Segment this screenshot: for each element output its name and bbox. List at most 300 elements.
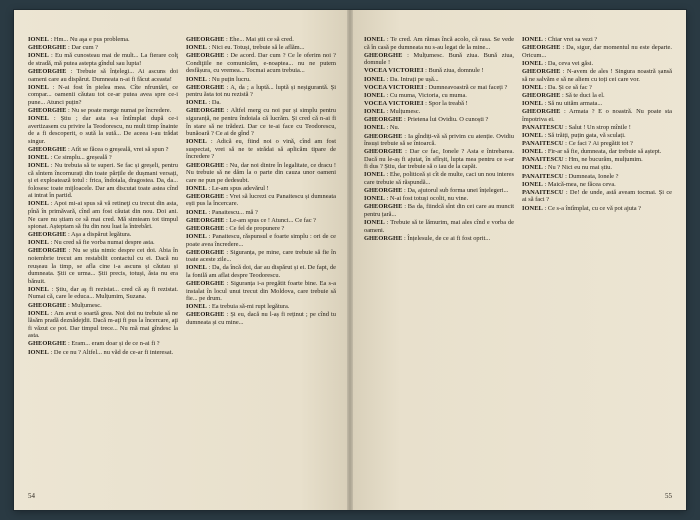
- speaker-name: GHEORGHE: [364, 51, 403, 59]
- dialogue-text: Da, da încă doi, dar au dispărut și ei. De fapt, de la fonilă am aflat despre Teodorescu.: [186, 264, 336, 279]
- dialogue-text: Spor la treabă !: [428, 99, 468, 107]
- dialogue-line: [28, 44, 178, 52]
- speaker-separator: :: [402, 51, 414, 59]
- speaker-separator: :: [206, 303, 212, 311]
- speaker-name: IONEL: [186, 184, 207, 192]
- speaker-separator: :: [48, 115, 61, 123]
- speaker-separator: :: [542, 83, 548, 91]
- dialogue-line: [28, 146, 178, 154]
- dialogue-line: [28, 84, 178, 107]
- dialogue-line: [28, 162, 178, 200]
- dialogue-line: [186, 107, 336, 137]
- speaker-separator: :: [66, 44, 72, 52]
- dialogue-line: [522, 84, 672, 92]
- speaker-separator: :: [66, 340, 72, 348]
- dialogue-text: Nu se știa nimic despre cei doi. Abia în noiembrie trecut am restabilit contactul cu ei. Dacă nu reușeau la timp, se afla cine i-a ascuns și căutau și dumneata. Știi ce urma... Știi precis, totuși, ăsta nu era bănuit.: [28, 247, 178, 285]
- speaker-name: GHEORGHE: [364, 116, 403, 124]
- dialogue-text: Apoi mi-ai spus să vă retineţi cu trecut din asta, pînă în primăvară, cînd am fost căutat din nou. Doi ani. Ne care nu știam ce să mai cred. Mă simteam tot timpul spionat. Așteptam să fiu din nou luat la întrebări.: [28, 200, 178, 231]
- speaker-separator: :: [563, 156, 569, 164]
- text-column-3: [364, 36, 514, 488]
- speaker-name: IONEL: [364, 219, 385, 227]
- speaker-name: GHEORGHE: [364, 148, 403, 156]
- dialogue-line: [522, 189, 672, 204]
- dialogue-line: [28, 340, 178, 348]
- dialogue-text: Da, ceva vei găsi.: [547, 59, 594, 67]
- dialogue-line: [186, 193, 336, 208]
- speaker-separator: :: [560, 91, 566, 99]
- speaker-separator: :: [206, 184, 212, 192]
- dialogue-line: [28, 36, 178, 44]
- speaker-separator: :: [48, 83, 59, 91]
- dialogue-text: Cu muma, Victoria, cu muma.: [389, 91, 467, 99]
- speaker-separator: :: [206, 99, 212, 107]
- speaker-separator: :: [48, 153, 54, 161]
- speaker-separator: :: [224, 280, 231, 288]
- speaker-name: IONEL: [28, 83, 49, 91]
- speaker-separator: :: [542, 99, 548, 107]
- speaker-name: IONEL: [186, 232, 207, 240]
- speaker-name: IONEL: [28, 348, 49, 356]
- speaker-separator: :: [224, 216, 230, 224]
- dialogue-text: Eu mă cunosteau mai de mult... La fierare colţ de stradă, mă putea astepta gîndul sau lupta!: [28, 52, 178, 67]
- speaker-separator: :: [563, 188, 570, 196]
- dialogue-line: [522, 92, 672, 100]
- speaker-separator: :: [206, 138, 217, 146]
- dialogue-line: [364, 100, 514, 108]
- speaker-separator: :: [542, 131, 548, 139]
- speaker-name: GHEORGHE: [364, 187, 403, 195]
- speaker-separator: :: [224, 107, 231, 115]
- speaker-name: GHEORGHE: [186, 216, 225, 224]
- dialogue-line: [364, 84, 514, 92]
- dialogue-text: De ce nu ? Altfel... nu văd de ce-ar fi interesat.: [53, 348, 174, 356]
- speaker-separator: :: [423, 83, 429, 91]
- speaker-name: IONEL: [364, 171, 385, 179]
- dialogue-line: [186, 84, 336, 99]
- speaker-name: IONEL: [28, 162, 49, 170]
- speaker-name: GHEORGHE: [28, 67, 67, 75]
- speaker-separator: :: [542, 59, 548, 67]
- dialogue-line: [364, 67, 514, 75]
- speaker-separator: :: [402, 132, 408, 140]
- dialogue-line: [522, 68, 672, 83]
- dialogue-line: [522, 148, 672, 156]
- speaker-name: GHEORGHE: [28, 301, 67, 309]
- speaker-separator: :: [66, 231, 72, 239]
- dialogue-line: [364, 219, 514, 234]
- dialogue-line: [364, 108, 514, 116]
- dialogue-text: Vrei să lucrezi cu Panaitescu și dumneata ești pus la încercare.: [186, 192, 336, 208]
- dialogue-line: [364, 92, 514, 100]
- speaker-separator: :: [206, 208, 212, 216]
- dialogue-text: Trebuie să te lămurim, mai ales cînd e vorba de oameni.: [364, 219, 514, 234]
- speaker-name: PANAITESCU: [522, 156, 564, 164]
- dialogue-line: [186, 99, 336, 107]
- speaker-name: IONEL: [28, 115, 49, 123]
- speaker-separator: :: [48, 285, 56, 293]
- speaker-separator: :: [66, 145, 72, 153]
- dialogue-text: Ea trebuia să-mi rupt legătura.: [211, 303, 290, 311]
- dialogue-line: [186, 52, 336, 75]
- speaker-name: IONEL: [28, 52, 49, 60]
- speaker-name: IONEL: [364, 108, 385, 116]
- speaker-separator: :: [384, 36, 391, 43]
- dialogue-text: Știu ; dar asta s-a întîmplat după ce-i avertizasem cu privire la Teodorescu, nu mult timp înainte de a fi descoperit, o sută la sută... De aceea i-au trădat singur.: [28, 115, 178, 145]
- dialogue-text: Nu ? Nici eu nu mai știu.: [547, 164, 612, 172]
- dialogue-text: De acord. Dar cum ? Ce le oferim noi ? Condiţiile ne comunicăm, e-noaptea... nu ne putem desfășura, cu vremea... Tocmai acum trebuia...: [186, 52, 336, 75]
- dialogue-text: Ce simplu... greșeală ?: [53, 153, 112, 161]
- speaker-name: GHEORGHE: [186, 83, 225, 91]
- dialogue-line: [522, 132, 672, 140]
- book-spread: [14, 10, 686, 510]
- dialogue-line: [28, 239, 178, 247]
- dialogue-text: Le-am spus adevărul !: [211, 184, 269, 192]
- dialogue-text: Nu.: [389, 124, 400, 132]
- dialogue-text: Nu se poate merge numai pe încredere.: [71, 106, 172, 114]
- speaker-name: VOCEA VICTORIEI: [364, 99, 424, 107]
- speaker-separator: :: [563, 140, 569, 148]
- speaker-name: GHEORGHE: [186, 248, 225, 256]
- speaker-name: IONEL: [364, 36, 385, 43]
- speaker-name: GHEORGHE: [186, 161, 225, 169]
- speaker-name: VOCEA VICTORIEI: [364, 83, 424, 91]
- dialogue-line: [186, 162, 336, 185]
- dialogue-text: Altfel merg cu noi pur și simplu pentru siguranță, ne pentru îndoiala că lucrăm. Și cred că n-ai fi în stare să ne trădezi. Dar ce te-ai face cu Teodorescu, bunăoară ? Ce ai de gînd ?: [186, 107, 336, 138]
- speaker-separator: :: [423, 67, 429, 75]
- speaker-name: GHEORGHE: [28, 247, 67, 255]
- speaker-name: GHEORGHE: [522, 91, 561, 99]
- dialogue-line: [28, 68, 178, 83]
- dialogue-line: [28, 286, 178, 301]
- speaker-name: GHEORGHE: [364, 132, 403, 140]
- text-column-4: [522, 36, 672, 488]
- speaker-separator: :: [384, 124, 390, 132]
- speaker-name: IONEL: [186, 75, 207, 83]
- speaker-separator: :: [384, 108, 390, 116]
- dialogue-line: [186, 249, 336, 264]
- dialogue-text: Atît se făcea o greșeală, vrei să spun ?: [71, 145, 169, 153]
- dialogue-line: [364, 36, 514, 51]
- dialogue-line: [28, 302, 178, 310]
- dialogue-line: [28, 107, 178, 115]
- dialogue-text: Ce fel de propunere ?: [229, 224, 285, 232]
- dialogue-text: N-avem de ales ! Singura noastră șansă să ne salvăm e să ne aliem cu toți cei care vor.: [522, 67, 672, 83]
- dialogue-text: Am avut o soartă grea. Noi doi nu trebuie să ne lăsăm pradă deznădejdii. Dacă m-aţi fi pus la încercare, aţi fi văzut ce pot. Dar timpul trece... Nu mă mai gîndesc la asta.: [28, 309, 178, 340]
- speaker-name: GHEORGHE: [28, 231, 67, 239]
- speaker-name: IONEL: [186, 303, 207, 311]
- dialogue-line: [522, 60, 672, 68]
- dialogue-text: Dumneata, Ionele ?: [568, 172, 619, 180]
- dialogue-line: [522, 156, 672, 164]
- dialogue-line: [186, 44, 336, 52]
- dialogue-text: Adică eu, fiind noi o vină, cînd am fost suspectat, vrei să ne te strădai să aplicăm tipare de încredere ?: [186, 138, 336, 161]
- speaker-name: IONEL: [364, 75, 385, 83]
- speaker-separator: :: [206, 44, 212, 52]
- speaker-separator: :: [48, 348, 54, 356]
- dialogue-text: De! de unde, astă aveam tocmai. Și ce ai să faci ?: [522, 188, 672, 204]
- speaker-name: GHEORGHE: [28, 145, 67, 153]
- dialogue-text: Da.: [211, 99, 221, 107]
- dialogue-text: Să trăiți, puțin gata, vă sculați.: [547, 131, 626, 139]
- dialogue-text: Maică-mea, ne făcea ceva.: [547, 180, 616, 188]
- speaker-name: IONEL: [28, 200, 49, 208]
- speaker-separator: :: [206, 264, 212, 272]
- speaker-separator: :: [423, 99, 429, 107]
- dialogue-line: [364, 203, 514, 218]
- speaker-separator: :: [560, 67, 567, 75]
- speaker-separator: :: [542, 204, 548, 212]
- dialogue-line: [186, 138, 336, 161]
- speaker-name: GHEORGHE: [522, 44, 561, 52]
- dialogue-line: [364, 195, 514, 203]
- dialogue-text: Armata ? E o noastră. Nu poate sta împotriva ei.: [522, 108, 672, 123]
- speaker-separator: :: [563, 172, 569, 180]
- speaker-separator: :: [206, 75, 212, 83]
- dialogue-text: Panaitescu... mă ?: [211, 208, 258, 216]
- dialogue-line: [364, 52, 514, 67]
- speaker-separator: :: [48, 36, 54, 43]
- speaker-separator: :: [224, 248, 231, 256]
- text-column-2: [186, 36, 336, 488]
- dialogue-text: Dar ce fac, Ionele ? Asta e întrebarea. Dacă nu le-aș fi ajutat, în sfîrșit, lupta mea pentru ce s-ar fi dus ? Știu, dar trebuie să o iau de la capăt.: [364, 148, 514, 171]
- dialogue-line: [522, 108, 672, 123]
- dialogue-line: [186, 311, 336, 326]
- dialogue-line: [364, 133, 514, 148]
- dialogue-line: [522, 173, 672, 181]
- dialogue-line: [186, 76, 336, 84]
- dialogue-text: Ehe... Mai știi ce să cred.: [229, 36, 294, 43]
- dialogue-line: [522, 181, 672, 189]
- dialogue-text: Da. Intrați pe ușă...: [389, 75, 439, 83]
- right-page-columns: [364, 36, 672, 488]
- speaker-separator: :: [402, 187, 408, 195]
- dialogue-text: Să nu uităm armata...: [547, 99, 603, 107]
- speaker-separator: :: [224, 83, 231, 91]
- text-column-1: [28, 36, 178, 488]
- dialogue-text: Nici eu. Totuși, trebuie să le aflăm...: [211, 44, 305, 52]
- dialogue-line: [364, 116, 514, 124]
- dialogue-line: [186, 264, 336, 279]
- dialogue-text: Hm, ne bucurăm, mulțumim.: [568, 156, 643, 164]
- speaker-separator: :: [224, 311, 231, 319]
- speaker-separator: :: [224, 52, 231, 60]
- dialogue-line: [186, 233, 336, 248]
- dialogue-line: [28, 52, 178, 67]
- speaker-name: IONEL: [28, 285, 49, 293]
- dialogue-text: Mulțumesc. Bună ziua. Bună ziua, domnule !: [364, 51, 514, 67]
- speaker-name: GHEORGHE: [522, 108, 561, 116]
- dialogue-line: [186, 217, 336, 225]
- dialogue-line: [28, 154, 178, 162]
- speaker-name: IONEL: [186, 264, 207, 272]
- speaker-name: PANAITESCU: [522, 172, 564, 180]
- dialogue-line: [28, 349, 178, 357]
- speaker-separator: :: [384, 75, 390, 83]
- dialogue-text: Panaitescu, răspunsul e foarte simplu : ori de ce poate avea încredere...: [186, 232, 336, 248]
- speaker-name: GHEORGHE: [186, 280, 225, 288]
- dialogue-line: [522, 44, 672, 59]
- dialogue-line: [522, 36, 672, 44]
- dialogue-line: [28, 310, 178, 340]
- dialogue-text: Hm... Nu aşa e pus problema.: [53, 36, 130, 43]
- speaker-separator: :: [66, 106, 72, 114]
- dialogue-line: [28, 231, 178, 239]
- speaker-name: IONEL: [522, 99, 543, 107]
- speaker-name: IONEL: [28, 36, 49, 43]
- speaker-name: IONEL: [186, 208, 207, 216]
- speaker-name: IONEL: [522, 164, 543, 172]
- dialogue-text: Siguranța, pe mine, care trebuie să fie în toate aceste zile...: [186, 248, 336, 264]
- dialogue-line: [186, 303, 336, 311]
- dialogue-line: [28, 115, 178, 145]
- dialogue-line: [186, 185, 336, 193]
- speaker-separator: :: [402, 116, 408, 124]
- dialogue-text: Fir-ar să fie, dumneata, dar trebuie să aștept.: [547, 148, 662, 156]
- speaker-name: IONEL: [364, 195, 385, 203]
- speaker-separator: :: [560, 108, 569, 116]
- dialogue-text: Salut ! Un strop mînile !: [568, 123, 631, 131]
- dialogue-line: [522, 164, 672, 172]
- speaker-name: IONEL: [522, 204, 543, 212]
- dialogue-text: Trebuie să înțelegi... Ai ascuns doi oameni care au dispărut. Dumneata n-ai fi făcut aceasta!: [28, 67, 178, 83]
- dialogue-text: Te cred. Am rămas încă acolo, că rasa. Se vede că în casă pe dumneata nu s-au legat de la mine...: [364, 36, 514, 51]
- dialogue-line: [186, 209, 336, 217]
- dialogue-line: [522, 140, 672, 148]
- speaker-separator: :: [384, 91, 390, 99]
- speaker-name: PANAITESCU: [522, 123, 564, 131]
- dialogue-text: Ce faci ? Ai pregătit tot ?: [568, 140, 633, 148]
- dialogue-text: Înțelesule, de ce ai fi fost oprit...: [407, 234, 491, 242]
- page-number-right: 55: [665, 492, 672, 500]
- dialogue-line: [364, 148, 514, 171]
- speaker-separator: :: [560, 44, 567, 52]
- speaker-name: PANAITESCU: [522, 140, 564, 148]
- speaker-separator: :: [542, 180, 548, 188]
- dialogue-text: Bună ziua, domnule !: [428, 67, 484, 75]
- speaker-name: GHEORGHE: [28, 340, 67, 348]
- dialogue-line: [522, 124, 672, 132]
- dialogue-line: [364, 235, 514, 243]
- speaker-separator: :: [66, 247, 73, 255]
- dialogue-text: Aşa a dispărut legătura.: [71, 231, 132, 239]
- speaker-separator: :: [402, 234, 408, 242]
- book-gutter: [347, 10, 353, 510]
- dialogue-line: [364, 124, 514, 132]
- speaker-separator: :: [384, 219, 391, 227]
- speaker-name: IONEL: [186, 138, 207, 146]
- dialogue-text: Mulțumesc.: [389, 108, 421, 116]
- speaker-name: IONEL: [186, 99, 207, 107]
- dialogue-line: [28, 247, 178, 285]
- dialogue-text: Da, ajutorul sub forma unei înțelegeri...: [407, 187, 509, 195]
- speaker-separator: :: [542, 148, 548, 156]
- right-page: [350, 10, 686, 510]
- dialogue-text: Ba da, fiindcă sînt din cei care au muncit pentru țară...: [364, 203, 514, 218]
- dialogue-text: Mulțumesc.: [71, 301, 102, 309]
- speaker-name: GHEORGHE: [522, 67, 561, 75]
- dialogue-line: [364, 171, 514, 186]
- dialogue-line: [186, 225, 336, 233]
- speaker-separator: :: [224, 192, 230, 200]
- speaker-separator: :: [48, 162, 55, 170]
- dialogue-text: Siguranța i-a pregătit foarte bine. Ea s-a instalat în locul unui trecut din Moldova, care trebuie să fie... pe drum.: [186, 280, 336, 303]
- dialogue-line: [522, 205, 672, 213]
- dialogue-text: Nu puțin lucru.: [211, 75, 251, 83]
- dialogue-line: [186, 280, 336, 303]
- dialogue-text: Știu, dar aş fi rezistat... cred că aş fi rezistat. Numai că, care le educa... Mulțumim, Suzana.: [28, 285, 178, 301]
- speaker-separator: :: [206, 232, 213, 240]
- dialogue-text: Nu cred să fie vorba numai despre asta.: [53, 239, 155, 247]
- speaker-separator: :: [384, 171, 390, 179]
- speaker-separator: :: [224, 224, 230, 232]
- dialogue-text: Le-am spus ce ! Atunci... Ce fac ?: [229, 216, 316, 224]
- dialogue-text: Nu, dar noi dintre în legalitate, ce dracu ! Nu trebuie să ne dăm la o parte din cauza unor oameni care ne pun pe dedesubt.: [186, 161, 336, 184]
- speaker-separator: :: [224, 36, 230, 43]
- dialogue-text: Dumneavoastră ce mai faceți ?: [428, 83, 508, 91]
- speaker-separator: :: [48, 200, 54, 208]
- dialogue-text: Ia gîndiți-vă să privim cu atenție. Ovidiu însuși trebuie să se întoarcă.: [364, 132, 514, 148]
- dialogue-text: Ehe, politiceă și cît de multe, caci un nou interes care trebuie să răspundă...: [364, 171, 514, 186]
- speaker-separator: :: [66, 301, 72, 309]
- dialogue-text: A, da ; a luptă... luptă și neșigurantă. Și pentru ăsta tot nu rezistă ?: [186, 83, 336, 99]
- speaker-separator: :: [402, 148, 410, 156]
- speaker-separator: :: [563, 123, 569, 131]
- speaker-name: PANAITESCU: [522, 188, 564, 196]
- dialogue-text: Și eu, dacă nu l-aș fi reținut ; pe cînd tu dumneata și cu mine...: [186, 311, 336, 326]
- speaker-name: GHEORGHE: [364, 234, 403, 242]
- speaker-name: IONEL: [522, 36, 543, 43]
- speaker-name: IONEL: [522, 59, 543, 67]
- dialogue-text: Să te duci la el.: [565, 91, 605, 99]
- speaker-name: GHEORGHE: [186, 224, 225, 232]
- left-page-columns: [28, 36, 336, 488]
- speaker-name: IONEL: [364, 91, 385, 99]
- dialogue-text: Chiar vrei sa vezi ?: [547, 36, 598, 43]
- speaker-name: IONEL: [186, 44, 207, 52]
- speaker-name: IONEL: [522, 148, 543, 156]
- speaker-name: GHEORGHE: [186, 52, 225, 60]
- speaker-name: IONEL: [522, 83, 543, 91]
- speaker-name: GHEORGHE: [28, 106, 67, 114]
- dialogue-line: [28, 200, 178, 230]
- dialogue-text: N-ai fost în pielea mea. Cîte nfruntări, ce compar... oamenii căutau tot ce-ar putea avea spre ce-i pune... Atunci puțin?: [28, 83, 178, 106]
- dialogue-text: Dar cum ?: [71, 44, 99, 52]
- dialogue-text: Ce s-a întîmplat, cu ce vă pot ajuta ?: [547, 204, 642, 212]
- speaker-name: GHEORGHE: [186, 192, 225, 200]
- speaker-name: IONEL: [28, 153, 49, 161]
- speaker-name: VOCEA VICTORIEI: [364, 67, 424, 75]
- speaker-name: GHEORGHE: [28, 44, 67, 52]
- speaker-separator: :: [224, 161, 230, 169]
- dialogue-text: Eram... eram doar și de ce n-ai fi ?: [71, 340, 160, 348]
- speaker-separator: :: [66, 67, 77, 75]
- speaker-name: GHEORGHE: [186, 36, 225, 43]
- dialogue-line: [186, 36, 336, 44]
- speaker-separator: :: [48, 309, 55, 317]
- speaker-name: IONEL: [522, 180, 543, 188]
- speaker-name: GHEORGHE: [364, 203, 403, 211]
- dialogue-line: [522, 100, 672, 108]
- speaker-name: IONEL: [522, 131, 543, 139]
- speaker-separator: :: [542, 164, 548, 172]
- speaker-name: IONEL: [28, 239, 49, 247]
- page-number-left: 54: [28, 492, 35, 500]
- speaker-separator: :: [48, 52, 55, 60]
- speaker-name: IONEL: [28, 309, 49, 317]
- dialogue-text: Da, sigur, dar momentul nu este departe. Oricum...: [522, 44, 672, 59]
- speaker-name: GHEORGHE: [186, 107, 225, 115]
- dialogue-line: [364, 187, 514, 195]
